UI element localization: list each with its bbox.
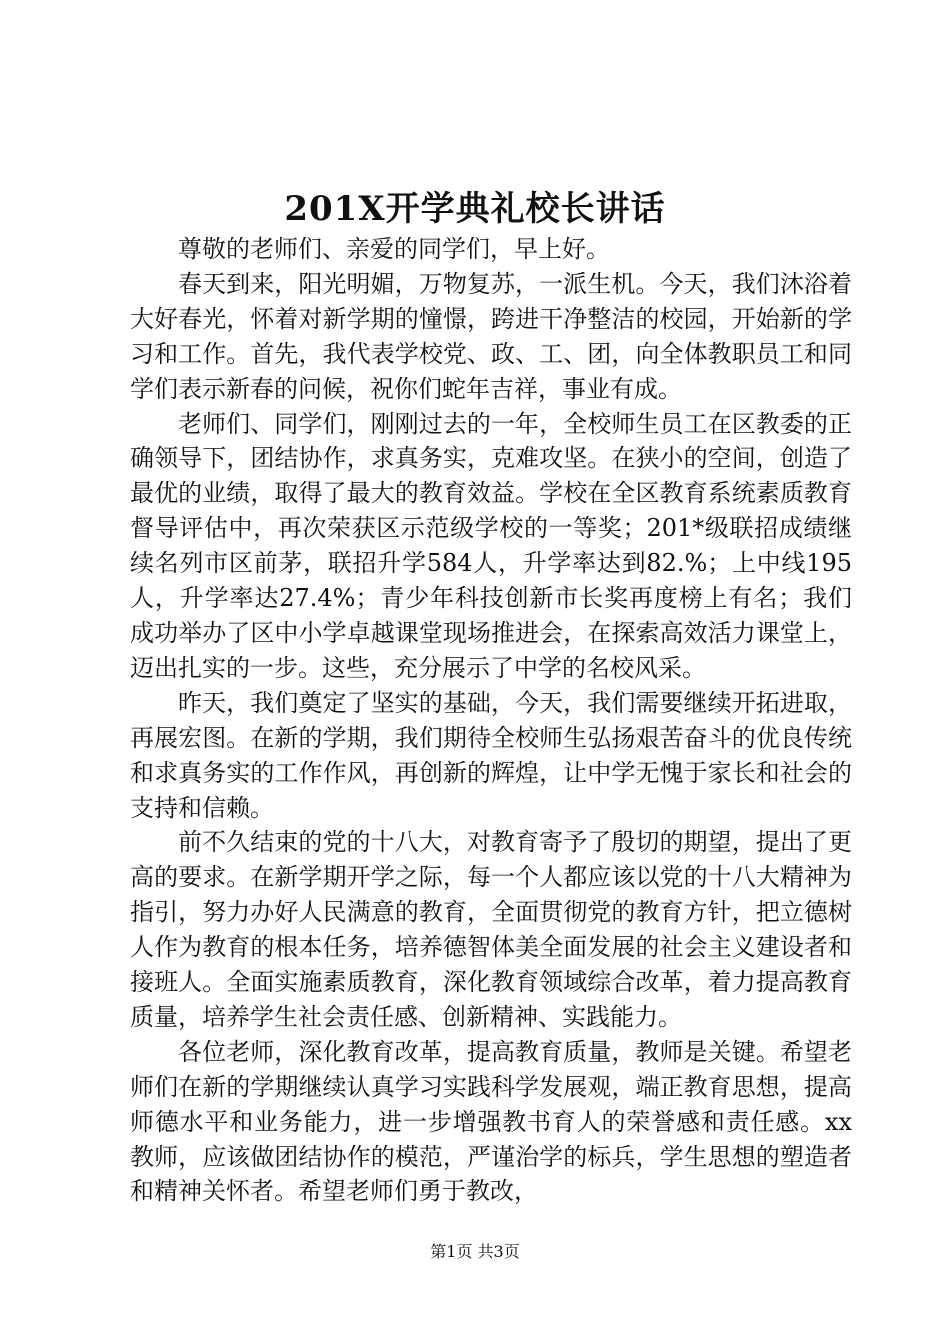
paragraph-spring: 春天到来，阳光明媚，万物复苏，一派生机。今天，我们沐浴着大好春光，怀着对新学期的憧憬，跨进干净整洁的校园，开始新的学习和工作。首先，我代表学校党、政、工、团，向全体教职员工和同学们表示新春的问候，祝你们蛇年吉祥，事业有成。 — [130, 269, 852, 403]
paragraph-achievements: 老师们、同学们，刚刚过去的一年，全校师生员工在区教委的正确领导下，团结协作，求真务实，克难攻坚。在狭小的空间，创造了最优的业绩，取得了最大的教育效益。学校在全区教育系统素质教育督导评估中，再次荣获区示范级学校的一等奖；201*级联招成绩继续名列市区前茅，联招升学584人，升学率达到82.%；上中线195人，升学率达27.4%；青少年科技创新市长奖再度榜上有名；我们成功举办了区中小学卓越课堂现场推进会，在探索高效活力课堂上，迈出扎实的一步。这些，充分展示了中学的名校风采。 — [130, 409, 852, 682]
paragraph-eighteenth-congress: 前不久结束的党的十八大，对教育寄予了殷切的期望，提出了更高的要求。在新学期开学之际，每一个人都应该以党的十八大精神为指引，努力办好人民满意的教育，全面贯彻党的教育方针，把立德树人作为教育的根本任务，培养德智体美全面发展的社会主义建设者和接班人。全面实施素质教育，深化教育领域综合改革，着力提高教育质量，培养学生社会责任感、创新精神、实践能力。 — [130, 828, 852, 1031]
paragraph-new-semester: 昨天，我们奠定了坚实的基础，今天，我们需要继续开拓进取，再展宏图。在新的学期，我们期待全校师生弘扬艰苦奋斗的优良传统和求真务实的工作作风，再创新的辉煌，让中学无愧于家长和社会的支持和信赖。 — [130, 688, 852, 822]
page-number-footer: 第1页 共3页 — [430, 1242, 520, 1261]
paragraph-teachers: 各位老师，深化教育改革，提高教育质量，教师是关键。希望老师们在新的学期继续认真学习实践科学发展观，端正教育思想，提高师德水平和业务能力，进一步增强教书育人的荣誉感和责任感。xx教师，应该做团结协作的模范，严谨治学的标兵，学生思想的塑造者和精神关怀者。希望老师们勇于教改， — [130, 1037, 852, 1206]
paragraph-greeting: 尊敬的老师们、亲爱的同学们，早上好。 — [178, 235, 610, 263]
document-body — [130, 232, 852, 1209]
document-title: 201X开学典礼校长讲话 — [284, 189, 666, 229]
